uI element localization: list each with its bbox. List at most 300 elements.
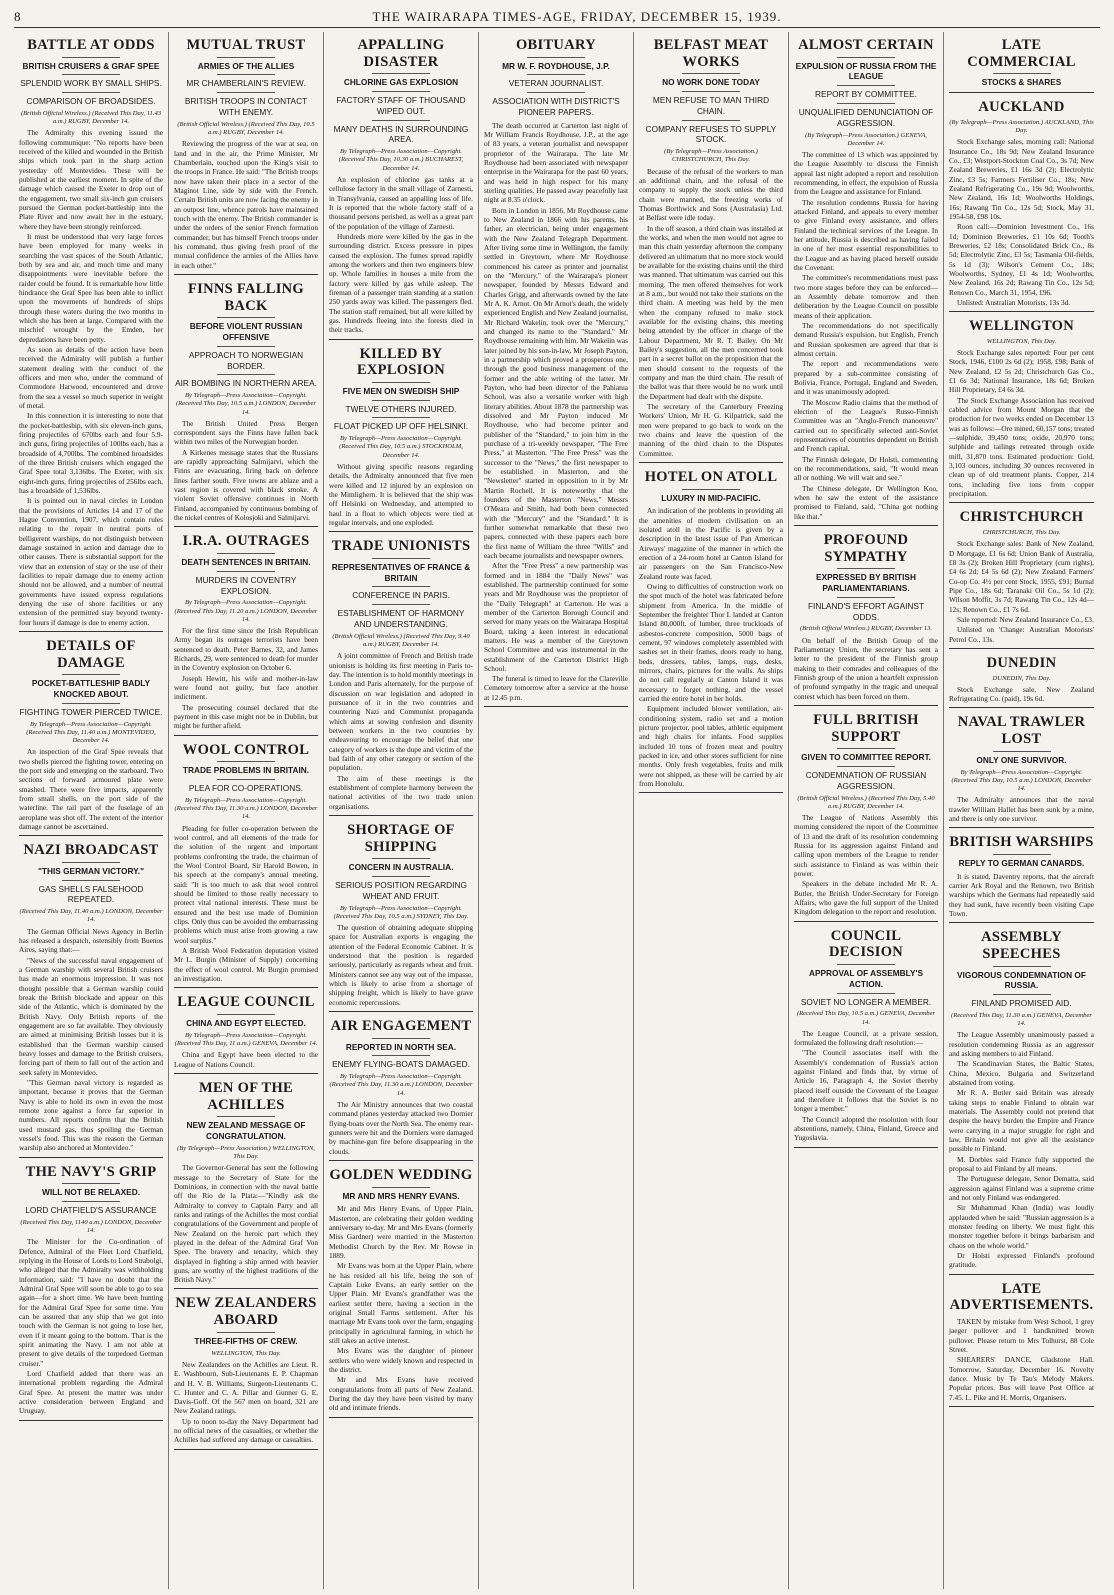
article-subheading: MURDERS IN COVENTRY EXPLOSION. [195, 574, 297, 596]
article-paragraph: M. Dorbles said France fully supported the proposal to aid Finland by all means. [949, 1154, 1094, 1174]
article-paragraph: The recommendations do not specifically demand Russia's expulsion, but English, French and Russian spokesmen are agreed that that is almost certain. [794, 320, 938, 358]
article-paragraph: The British United Press Bergen correspondent says the Finns have fallen back within two miles of the Norwegian border. [174, 418, 318, 447]
article [174, 994, 318, 1074]
article-subheading: EXPRESSED BY BRITISH PARLIAMENTARIANS. [816, 572, 916, 593]
article-paragraph: The Admiralty announces that the naval trawler William Hallet has been sunk by a mine, and there is only one survivor. [949, 795, 1094, 823]
article-paragraph: "The Council associates itself with the Assembly's condemnation of Russia's action against Finland and finds that, by virtue of Article 16, Paragraph 4, the Soviet thereby placed itself outside the Covenant of the League and therefore it follows that the Soviet is no longer a member." [794, 1048, 938, 1114]
column-1 [14, 32, 169, 1589]
article-separator [949, 922, 1094, 923]
divider [217, 74, 275, 75]
divider [993, 994, 1051, 995]
article-dateline: By Telegraph—Press Association—Copyright. (Received This Day, 11.20 a.m.) LONDON, December 14. [174, 599, 318, 623]
article-separator [949, 1406, 1094, 1407]
article-paragraph: The death occurred at Carterton last night of Mr William Francis Roydhouse, J.P., at the age of 83 years, a veteran journalist and newspaper proprietor of the Wairarapa. The late Mr Roydhouse had been associated with newspaper enterprise in the Wairarapa for the past 60 years, and was held in high respect for his many sterling qualities. He passed away peacefully last night at 8.35 o'clock. [484, 120, 628, 205]
divider [837, 766, 895, 767]
article-subheading: GAS SHELLS FALSEHOOD REPEATED. [38, 883, 144, 905]
article-paragraph: The Portuguese delegate, Senor Dematta, said aggression against Finland was a supreme crime and not only Finland was endangered. [949, 1174, 1094, 1203]
divider [372, 1055, 430, 1056]
article-paragraph: Mr R. A. Butler said Britain was already taking steps to enable Finland to obtain war materials. The Assembly could not pretend that despite the heavy burden the Empire and France were carrying in a major struggle for right and law, Britain would not give all the assistance possible to Finland. [949, 1088, 1094, 1154]
article-subheading: FINLAND PROMISED AID. [971, 998, 1072, 1009]
article-headline: DUNEDIN [986, 654, 1057, 671]
article-subheading: ARMIES OF THE ALLIES [197, 60, 295, 71]
article-subheading: UNQUALIFIED DENUNCIATION OF AGGRESSION. [798, 107, 934, 128]
article-separator [329, 1011, 473, 1012]
column-2 [169, 32, 324, 1589]
article-paragraph: The League Assembly unanimously passed a resolution condemning Russia as an aggressor and asking members to aid Finland. [949, 1030, 1094, 1059]
article-paragraph: The Air Ministry announces that two coastal command planes yesterday attacked two Dornier flying-boats over the North Sea. The enemy rear-gunners were hit and the Dorniers were damaged by machine-gun fire before disappearing in the clouds. [329, 1099, 473, 1156]
article-separator [949, 311, 1094, 312]
article-dateline: DUNEDIN, This Day. [992, 674, 1051, 682]
article-subheading: TWELVE OTHERS INJURED. [345, 403, 457, 414]
article-subheading: ESTABLISHMENT OF HARMONY AND UNDERSTANDING. [337, 608, 465, 630]
article-paragraph: Mr and Mrs Evans have received congratulations from all parts of New Zealand. During the day they have been visited by many old and intimate friends. [329, 1375, 473, 1413]
article-paragraph: The Chinese delegate, Dr Wellington Koo, when he saw the extent of the assistance promised to Finland, said, "China got nothing like that." [794, 483, 938, 521]
article-headline: I.R.A. OUTRAGES [182, 533, 310, 550]
article-paragraph: Roon call:—Dominion Investment Co., 16s 1d; Dominion Breweries, £1 10s 6d; Tooth's Breweries, £2 18s; Consolidated Brick Co., 8s 5d; Electrolytic Zinc, £3 5s; Tasmania Oil-fields, 5s 1d (3); Wilson's Cement Co., 18s; Woolworths, Sydney, £1 4s 1d; Woolworths, New Zealand, 16s 2d; Rawang Tin Co., 12s 5d; Renown Co., March 31, 1954, £96. [949, 222, 1094, 297]
article-dateline: (By Telegraph—Press Association.) AUCKLAND, This Day. [949, 118, 1094, 135]
article-subheading: SPLENDID WORK BY SMALL SHIPS. [20, 78, 162, 89]
divider [217, 761, 275, 762]
article-subheading: MR W. F. ROYDHOUSE, J.P. [502, 60, 610, 71]
divider [682, 489, 740, 490]
article-separator [19, 631, 163, 632]
article-subheading: AIR BOMBING IN NORTHERN AREA. [175, 378, 317, 389]
article-headline: ALMOST CERTAIN [798, 37, 934, 53]
article-paragraph: Equipment included blower ventilation, air-conditioning system, radio set and a motion picture projector, pool tables, athletic equipment and high chairs for infants. Food supplies included 10 tons of frozen meat and poultry packed in ice, and other stores sufficient for nine months. Only fresh vegetables, fruits and milk were not shipped, as these will be carried by air from Honolulu. [639, 704, 783, 788]
article-headline: SHORTAGE OF SHIPPING [347, 821, 455, 855]
article-dateline: (By Telegraph—Press Association.) CHRISTCHURCH, This Day. [664, 148, 758, 164]
article-headline: DETAILS OF DAMAGE [46, 637, 136, 671]
article-subheading: SERIOUS POSITION REGARDING WHEAT AND FRUIT. [335, 879, 467, 901]
article-paragraph: Sir Muhammad Khan (India) was loudly applauded when he said: "Russian aggression is a monster feeding on liberty. We must fight this monster together before it brings barbarism and chaos on the whole world." [949, 1203, 1094, 1250]
article [639, 469, 783, 793]
article-paragraph: An explosion of chlorine gas tanks at a cellulose factory in the small village of Zarnesti, in Transylvania, caused an appalling loss of life. It is reported that the whole factory staff of a thousand persons perished, as well as a great part of the population of the village of Zarnesti. [329, 174, 473, 231]
article [329, 1167, 473, 1418]
divider [217, 571, 275, 572]
article [19, 37, 163, 632]
divider [993, 751, 1051, 752]
article-subheading: COMPANY REFUSES TO SUPPLY STOCK. [645, 123, 777, 145]
divider [837, 103, 895, 104]
article-subheading: STOCKS & SHARES [981, 77, 1062, 88]
article-subheading: CONFERENCE IN PARIS. [352, 590, 450, 601]
article-paragraph: The resolution condemns Russia for having attacked Finland, and appeals to every member to give Finland every assistance, and offers Finland the technical services of the League. In her attitude, Russia is described as having failed in one of her most essential responsibilities to the League and as having placed herself outside the Covenant. [794, 197, 938, 272]
article-paragraph: It is pointed out in naval circles in London that the provisions of Articles 14 and 17 of the Hague Convention, 1907, which contain rules relating to the repair in neutral ports of belligerent warships, do not distinguish between damage sustained in action and damage due to other causes. There is substantial support for the view that an extension of stay or the use of their facilities to repair damage due to enemy action should not be allowed, and a number of neutral governments have issued express regulations denying the use of shore facilities or any extension of the permitted stay beyond twenty-four hours if damage is due to enemy action. [19, 496, 163, 627]
article-dateline: WELLINGTON, This Day. [986, 337, 1057, 345]
article-separator [949, 648, 1094, 649]
article-separator [174, 1449, 318, 1450]
article-paragraph: Stock Exchange sales: Bank of New Zealand, D Mortgage, £1 6s 6d; Union Bank of Australia, £8 3s (2); Broken Hill Proprietary (cum rights), £4 6s 2d; £4 5s 6d (2); New Zealand Farmers' Co-op Co. 4½ per cent Stock, 1955, £91; Burnal Pipe Co., 18s 6d; Taranaki Oil Co., 5s 1d (2); Wilson Moffit, 3s 7d; Rawang Tin Co., 12s 4d—12s; Renown Co., £1 7s 6d. [949, 539, 1094, 614]
article-separator [484, 706, 628, 707]
article-headline: FULL BRITISH SUPPORT [813, 711, 919, 745]
article [949, 99, 1094, 312]
article-separator [794, 921, 938, 922]
article-paragraph: Pleading for fuller co-operation between the wool control, and all elements of the trade for the solution of the urgent and important problems confronting the trade, the chairman of the Wool Control Board, Sir Harold Bowen, in his speech at the company's annual meeting, said: "It is too much to ask that wool control should be limited to those really necessary to protect vital national interests. These must be ensured and the best use made of Dominion clips. Only thus can be avoided the embarrassing problems which must arise from growing a raw wool surplus." [174, 823, 318, 945]
article-subheading: CONDEMNATION OF RUSSIAN AGGRESSION. [805, 769, 927, 791]
article-paragraph: Lord Chatfield added that there was an international problem regarding the Admiral Graf Spee. At present the matter was under active consideration between England and Uruguay. [19, 1368, 163, 1416]
article-subheading: ASSOCIATION WITH DISTRICT'S PIONEER PAPERS. [492, 96, 620, 118]
article-paragraph: The Council adopted the resolution with four abstentions, namely, China, Finland, Greece and Yugoslavia. [794, 1114, 938, 1143]
article-paragraph: Stock Exchange sale, New Zealand Refrigerating Co. (paid), 19s 6d. [949, 684, 1094, 704]
article-headline: BELFAST MEAT WORKS [653, 37, 769, 70]
article-paragraph: TAKEN by mistake from West School, 1 grey jaeger pullover and 1 handknitted brown pullover. Please return to Mrs Tolhurst, 88 Cole Street. [949, 1317, 1094, 1354]
article-headline: WOOL CONTROL [182, 741, 310, 758]
article-subheading: "THIS GERMAN VICTORY." [37, 865, 145, 876]
article-subheading: BEFORE VIOLENT RUSSIAN OFFENSIVE [189, 321, 303, 342]
article-dateline: (British Official Wireless.) (Received This Day, 5.40 a.m.) RUGBY, December 14. [797, 794, 935, 810]
article-headline: AIR ENGAGEMENT [330, 1017, 472, 1034]
article-headline: HOTEL ON ATOLL [644, 468, 778, 485]
article-subheading: POCKET-BATTLESHIP BADLY KNOCKED ABOUT. [31, 678, 151, 699]
article [949, 929, 1094, 1274]
article-paragraph: "News of the successful naval engagement of a German warship with several British cruisers has made an enormous impression. It was not thought possible that a German warship could break the British blockade and appear on this side of the Atlantic, which is dominated by the British Navy. Only British reports of the engagement are so far available. They obviously are aimed at minimising British losses but it is established that the German warship caused heavy losses and damage to the British cruisers, forcing part of them to fall out of the action and seek safety in Montevideo. [19, 955, 163, 1077]
article-subheading: FIGHTING TOWER PIERCED TWICE. [19, 706, 163, 717]
column-7 [944, 32, 1099, 1589]
article-subheading: REPRESENTATIVES OF FRANCE & BRITAIN [331, 561, 471, 583]
divider [837, 748, 895, 749]
article-paragraph: The aim of these meetings is the establishment of complete harmony between the national activities of the two trade union organisations. [329, 773, 473, 811]
article-subheading: REPLY TO GERMAN CANARDS. [958, 857, 1085, 868]
article-separator [329, 1160, 473, 1161]
article-subheading: NO WORK DONE TODAY [662, 77, 760, 88]
article-separator [174, 735, 318, 736]
article-paragraph: The funeral is timed to leave for the Clareville Cemetery tomorrow after a service at the house at 12.45 p.m. [484, 674, 628, 702]
article-paragraph: The German Official News Agency in Berlin has released a despatch, ostensibly from Buenos Aires, saying that:— [19, 926, 163, 955]
article-dateline: (Received This Day, 1140 a.m.) LONDON, December 14. [20, 1218, 162, 1235]
article [949, 834, 1094, 923]
article-subheading: BRITISH TROOPS IN CONTACT WITH ENEMY. [184, 96, 308, 118]
article-subheading: EXPULSION OF RUSSIA FROM THE LEAGUE [795, 60, 937, 82]
divider [837, 993, 895, 994]
article-paragraph: The question of obtaining adequate shipping space for Australian exports is engaging the attention of the Federal Economic Cabinet. It is understood that the position is regarded seriously, particularly as regards wheat and fruit. Ministers cannot see any way out of the impasse, which is likely to arise from a shortage of shipping freight, which is likely to have grave economic repercussions. [329, 923, 473, 1007]
article-paragraph: As soon as details of the action have been received the Admiralty will publish a further statement dealing with the conduct of the officers and men who, under the command of Commodore Harwood, encountered and drove from the sea a vessel so much superior in weight of metal. [19, 345, 163, 410]
article-paragraph: After the "Free Press" a new partnership was formed and in 1884 the "Daily News" was established. The partnership continued for some years and Mr Roydhouse was the proprietor of the "Daily Telegraph" at Carterton. He was a member of the Carterton Borough Council and served for many years on the Wairarapa Hospital Board, taking a keen interest in educational matters. He was a member of the Greytown School Committee and was instrumental in the establishment of the Carterton District High School. [484, 561, 628, 673]
article-dateline: By Telegraph—Press Association—Copyright. (Received This Day, 10.5 a.m.) LONDON, December 14. [951, 768, 1092, 792]
article-subheading: ENEMY FLYING-BOATS DAMAGED. [332, 1059, 470, 1070]
article-separator [329, 1417, 473, 1418]
divider [62, 674, 120, 675]
article-subheading: MR CHAMBERLAIN'S REVIEW. [186, 78, 306, 89]
divider [217, 1332, 275, 1333]
article-paragraph: It must be understood that very large forces have been employed for many weeks in searching the vast spaces of the South Atlantic, both by sea and air, and much time and many disappointments were inevitable before the raider could be found. It is remarkable how little hindrance the Graf Spee has been able to inflict upon the movements of hundreds of ships through these waters during the two months in which she has been at large. Compared with the mischief wrought by the Emden, her depredations have been petty. [19, 232, 163, 344]
article-paragraph: Stock Exchange sales reported: Four per cent Stock, 1946, £100 2s 6d (2); 1958, £98; Bank of New Zealand, £2 5s 2d; Christchurch Gas Co., £1 6s 3d; National Insurance, 18s 6d; Broken Hill Proprietary, £4 6s 3d. [949, 348, 1094, 395]
article-subheading: SOVIET NO LONGER A MEMBER. [800, 996, 932, 1007]
article-paragraph: SHEARERS' DANCE, Gladstone Hall. Tomorrow, Saturday, December 16. Novelty dance. Music by Te Tau's Melody Makers. Popular prices. Bus will leave Post Office at 7.45. L. Pike and H. Morris, Organisers. [949, 1355, 1094, 1402]
article-paragraph: Speakers in the debate included Mr R. A. Butler, the British Under-Secretary for Foreign Affairs, who gave the full support of the United Kingdom delegation to the report and resolution. [794, 879, 938, 917]
article-paragraph: The report and recommendations were prepared by a sub-committee consisting of Bolivia, France, Portugal, England and Sweden, and it was unanimously adopted. [794, 359, 938, 397]
article-dateline: By Telegraph—Press Association—Copyright. (Received This Day, 10.5 a.m.) STOCKHOLM, December 14. [339, 435, 463, 459]
article-headline: LATE COMMERCIAL [967, 37, 1076, 70]
divider [682, 120, 740, 121]
article-subheading: CONCERN IN AUSTRALIA. [348, 862, 454, 873]
article-subheading: FACTORY STAFF OF THOUSAND WIPED OUT. [336, 95, 466, 116]
article-dateline: CHRISTCHURCH, This Day. [982, 529, 1061, 536]
divider [62, 74, 120, 75]
article [174, 533, 318, 735]
article [949, 1281, 1094, 1407]
article-paragraph: The Moscow Radio claims that the method of election of the League's Russo-Finnish Committee was an "Anglo-French manoeuvre" carried out to specifically selected anti-Soviet representatives of countries dependent on British and French capital. [794, 397, 938, 454]
article-subheading: ONLY ONE SURVIVOR. [976, 754, 1067, 765]
article-headline: LATE ADVERTISEMENTS. [949, 1280, 1094, 1314]
article-paragraph: An indication of the problems in providing all the amenities of modern civilisation on an isolated atoll in the Pacific is given by a description in the latest issue of Pan American Airways' magazine of the manner in which the erection of a 24-room hotel at Canton Island for air passengers on the San Francisco-New Zealand route was faced. [639, 506, 783, 581]
article-separator [794, 705, 938, 706]
article-paragraph: Mr Evans was born at the Upper Plain, where he has resided all his life, being the son of Captain Luke Evans, an early settler on the Upper Plain. Mr Evans's grandfather was the earliest settler there, having a section in the original Small Farms settlement. After his marriage Mr Evans took over the farm, engaging principally in agricultural farming, in which he still takes an active interest. [329, 1261, 473, 1345]
article-paragraph: Sale reported: New Zealand Insurance Co., £3. [957, 614, 1094, 624]
article-headline: FINNS FALLING BACK [187, 280, 305, 314]
divider [837, 568, 895, 569]
article-paragraph: Mrs Evans was the daughter of pioneer settlers who were widely known and respected in the district. [329, 1346, 473, 1374]
article-subheading: VIGOROUS CONDEMNATION OF RUSSIA. [957, 969, 1086, 991]
article-separator [794, 1147, 938, 1148]
article-dateline: (By Telegraph—Press Association.) WELLINGTON, This Day. [177, 1144, 315, 1160]
article-dateline: (British Official Wireless.) RUGBY, December 13. [799, 625, 933, 633]
article-separator [174, 1073, 318, 1074]
article [484, 37, 628, 707]
article [329, 37, 473, 340]
divider [217, 57, 275, 58]
article-dateline: By Telegraph—Press Association—Copyright. (Received This Day, 10.5 a.m.) SYDNEY, This Day. [333, 904, 469, 920]
article [19, 842, 163, 1157]
article-paragraph: On behalf of the British Group of the Parliamentary Union, the secretary has sent a letter to the president of the Finnish group making to their comrades and colleagues of the Finnish group of the union a heartfelt expression of profound sympathy in the tragic and unequal contest which has been forced on them. [794, 635, 938, 701]
article-dateline: By Telegraph—Press Association—Copyright. (Received This Day, 11.40 a.m.) MONTEVIDEO, December 14. [26, 720, 156, 745]
article-separator [949, 1274, 1094, 1275]
divider [217, 374, 275, 375]
divider [372, 604, 430, 605]
article-subheading: BRITISH CRUISERS & GRAF SPEE [22, 60, 160, 71]
article-separator [639, 792, 783, 793]
article-subheading: APPROACH TO NORWEGIAN BORDER. [188, 349, 304, 371]
article-paragraph: Unlisted on 'Change: Australian Motorists' Petrol Co., 13s. [949, 625, 1094, 644]
article-separator [174, 274, 318, 275]
article-separator [949, 827, 1094, 828]
article-headline: MUTUAL TRUST [186, 37, 306, 53]
divider [837, 964, 895, 965]
masthead [14, 6, 1100, 28]
divider [372, 1038, 430, 1039]
article-dateline: By Telegraph—Press Association—Copyright. (Received This Day, 11.30 a.m.) LONDON, December 14. [329, 1073, 473, 1097]
divider [62, 862, 120, 863]
article-dateline: (British Official Wireless.) (Received This Day, 11.43 a.m.) RUGBY, December 14. [20, 110, 162, 126]
divider [837, 597, 895, 598]
article-subheading: FLOAT PICKED UP OFF HELSINKI. [333, 421, 469, 432]
article-headline: NAZI BROADCAST [23, 842, 159, 859]
article [174, 1295, 318, 1449]
article [949, 318, 1094, 503]
article-paragraph: In the off season, a third chain was installed at the works, and when the men would not agree to man this chain yesterday afternoon the company delivered an ultimatum that no more stock would be available for the existing chains until the third was manned. That ultimatum was carried out this morning. The men offered themselves for work at 8 a.m., but would not take their stations on the third chain. A meeting was held by the men when the company refused to make stock available for the existing chains, this meeting being attended by the officer in charge of the Labour Department, Mr R. T. Bailey. On Mr Bailey's suggestion, all the men concerned took part in a secret ballot on the proposition that the men should consent to the requests of the company and man the third chain. The result of the ballot was that there would be no work until the Department had dealt with the dispute. [639, 223, 783, 401]
article-separator [949, 502, 1094, 503]
article-subheading: APPROVAL OF ASSEMBLY'S ACTION. [808, 967, 923, 989]
article [794, 37, 938, 526]
article-headline: NEW ZEALANDERS ABOARD [175, 1295, 317, 1329]
divider [372, 120, 430, 121]
article [949, 655, 1094, 709]
article-subheading: MR AND MRS HENRY EVANS. [342, 1190, 460, 1201]
article-paragraph: Born in London in 1856, Mr Roydhouse came to New Zealand in 1866 with his parents, his father, an electrician, being under engagement with the New Zealand Telegraph Department. After living some time in Wellington, the family settled in Greytown, where Mr Roydhouse commenced his career as printer and journalist on the "Mercury," of the Wairarapa's pioneer newspaper, founded by Messrs Edward and Charles Grigg, and afterwards owned by the late Mr A. K. Arnot. On Mr Arnot's death, the widely experienced English and New Zealand journalist, Mr Richard Wakelin, took over the "Mercury," and changed its name to the "Standard." Mr Roydhouse remaining with him. Mr Wakelin was later joined by his son-in-law, Mr Joseph Payton, in a partnership which proved a prosperous one, through the good business management of the former and the able writing of the latter. Mr Payton, who had been director of the Pahiatua School, was also a versatile worker with high literary abilities. About 1878 the partnership was dissolved and Mr Payton induced Mr Roydhouse, who had become printer and publisher of the "Standard," to join him in the purchase of a tri-weekly newspaper, "The Free Press," at Masterton. "The Free Press" was the successor to the "News," the first newspaper to be established in Masterton, and the "Newsletter" started in opposition to it by Mr Martin Rochell. It is noteworthy that the founders of the Masterton "News," Messrs O'Meara and Smith, had both been connected with the "Mercury" and the "Standard." It is further somewhat remarkable that these two papers, connected with these papers each bore the first name of William the three "Wills" and each became journalists and newspaper owners. [484, 205, 628, 560]
article-dateline: (Received This Day, 10.5 a.m.) GENEVA, December 14. [796, 1010, 936, 1026]
article [329, 822, 473, 1012]
article-subheading: DEATH SENTENCES IN BRITAIN. [181, 557, 311, 568]
article-dateline: (British Official Wireless.) (Received This Day, 9.40 a.m.) RUGBY, December 14. [332, 632, 470, 649]
divider [527, 92, 585, 93]
article-headline: BATTLE AT ODDS [27, 37, 155, 53]
article-paragraph: The committee's recommendations must pass two more stages before they can be enforced—an Assembly debate tomorrow and then deliberation by the League Council on possible means of their application. [794, 273, 938, 320]
divider [993, 966, 1051, 967]
divider [372, 876, 430, 877]
article [19, 1164, 163, 1421]
article-paragraph: Unlisted: Australian Motorists, 13s 3d. [957, 297, 1071, 307]
divider [62, 57, 120, 58]
article-subheading: THREE-FIFTHS OF CREW. [194, 1335, 298, 1346]
article-headline: NAVAL TRAWLER LOST [957, 714, 1086, 748]
article-paragraph: The committee of 13 which was appointed by the League Assembly to discuss the Finnish appeal last night adopted a report and resolution recommending, in effect, the expulsion of Russia from the League and assistance for Finland. [794, 150, 938, 197]
article [174, 1080, 318, 1290]
article-subheading: LORD CHATFIELD'S ASSURANCE [25, 1205, 157, 1216]
article [639, 37, 783, 463]
article-paragraph: Without giving specific reasons regarding details, the Admiralty announced that five men were killed and 12 injured by an explosion on the Mimlighern. It is believed that the ship was off Helsinki on Wednesday, and attempted to haul in a float to which objects were tied at regular intervals, and one exploded. [329, 461, 473, 527]
article-subheading: CHLORINE GAS EXPLOSION [343, 77, 459, 88]
article-dateline: (By Telegraph—Press Association.) GENEVA, December 14. [805, 131, 927, 147]
article-paragraph: The Stock Exchange Association has received cabled advice from Mount Morgan that the production for two weeks ended on December 13 was as follows:—Ore mined, 60,157 tons; treated—sulphide, 39,450 tons; oxide, 20,970 tons; sulphide and tailings retreated through oxide mill, 31,870 tons. Estimated production: Gold, 3,103 ounces, including 30 ounces recovered in clean up of old treatment plants. Copper, 214 tons, including five tons from copper precipitation. [949, 395, 1094, 498]
article-paragraph: Stock Exchange sales, morning call: National Insurance Co., 18s 9d; New Zealand Insurance Co., £3; Westport-Stockton Coal Co., 3s 7d; New Zealand Breweries, £1 16s 3d (2); Electrolytic Zinc, £3 5s; Farmers Fertiliser Co., 18s; New Zealand Refrigerating Co., 19s 9d; Woolworths, New Zealand, 16s 1d; Woolworths Holdings, 16s; Rawang Tin Co., 12s 5d; Stock, May 31, 1954-58, £98 10s. [949, 137, 1094, 221]
article-subheading: TRADE PROBLEMS IN BRITAIN. [182, 765, 310, 776]
article-headline: MEN OF THE ACHILLES [198, 1079, 294, 1113]
column-4 [479, 32, 634, 1589]
article-separator [174, 987, 318, 988]
article-paragraph: The League Council, at a private session, formulated the following draft resolution:— [794, 1028, 938, 1048]
divider [372, 1187, 430, 1188]
article [329, 346, 473, 533]
divider [993, 854, 1051, 855]
article-paragraph: Reviewing the progress of the war at sea, on land and in the air, the Prime Minister, Mr Chamberlain, touched upon the King's visit to the troops in France. He said: "The British troops now have taken their place in a sector of the Maginot Line, side by side with the French. Certain British units are now facing the enemy in an outpost line, whence patrols have maintained touch with the enemy. The British commander is under the orders of the senior French formation commander, but has himself French troops under his command, thus giving fresh proof of the mutual confidence the armies of the Allies have in each other." [174, 139, 318, 270]
column-5 [634, 32, 789, 1589]
article-paragraph: A British Wool Federation deputation visited Mr L. Burgin (Minister of Supply) concerning the effect of wool control. Mr Burgin promised an investigation. [174, 945, 318, 983]
article [19, 638, 163, 836]
article [329, 538, 473, 816]
article-paragraph: The Governor-General has sent the following message to the Secretary of State for the Dominions, in connection with the naval battle off the Rio de la Plata:—"Kindly ask the Admiralty to convey to Captain Parry and all ranks and ratings of the Achilles the most cordial congratulations of the Government and people of New Zealand on the heroic part which they played in the defeat of the Admiral Graf Von Spee. The bravery and tenacity, which they displayed in fighting a ship armed with heavier guns, are worthy of the highest traditions of the British Navy." [174, 1163, 318, 1285]
article-subheading: MANY DEATHS IN SURROUNDING AREA. [333, 123, 469, 145]
article-subheading: PLEA FOR CO-OPERATIONS. [188, 783, 304, 794]
divider [217, 346, 275, 347]
divider [62, 1183, 120, 1184]
article-headline: CHRISTCHURCH [959, 509, 1084, 526]
column-3 [324, 32, 479, 1589]
article-headline: KILLED BY EXPLOSION [356, 345, 446, 379]
article-separator [19, 1157, 163, 1158]
article-headline: PROFOUND SYMPATHY [823, 531, 909, 565]
article-paragraph: In this connection it is interesting to note that the pocket-battleship, with six eleven-inch guns, firing projectiles of 670lbs each and four 5.9-inch guns, firing projectiles of 100lbs each, has a broadside of 4,700lbs. The combined broadsides of the three British cruisers which engaged the Graf Spee total 3,136lbs. The Exeter, with six eight-inch guns, firing projectiles of 256lbs each, has a broadside of 1,536lbs. [19, 411, 163, 495]
divider [217, 92, 275, 93]
article-headline: BRITISH WARSHIPS [949, 834, 1094, 851]
article-paragraph: New Zealanders on the Achilles are Lieut. R. E. Washbourn, Sub-Lieutenants E. P. Chapman and H. V. B. Williams, Surgeon-Lieutenants C. C. Hunter and C. A. Pillar and Gunner G. E. Davis-Goff. Of the 567 men on board, 321 are New Zealand ratings. [174, 1359, 318, 1416]
page-number: 8 [14, 9, 22, 24]
columns-container [14, 32, 1100, 1589]
article-separator [329, 531, 473, 532]
article-dateline: WELLINGTON, This Day. [211, 1349, 281, 1357]
article-headline: THE NAVY'S GRIP [25, 1163, 157, 1180]
article-headline: ASSEMBLY SPEECHES [981, 929, 1062, 962]
divider [217, 1116, 275, 1117]
divider [372, 558, 430, 559]
article-paragraph: Hundreds more were killed by the gas in the surrounding district. Excess pressure in pipes caused the explosion. The fumes spread rapidly among the workers and then two engineers blew up. Whole families in houses a mile from the factory were killed by gas while asleep. The fireman of a passenger train standing at a station 250 yards away was killed. The passengers fled. The station staff remained, but all were killed by gas. Hundreds fleeing into the forests died in their tracks. [329, 231, 473, 335]
article [329, 1018, 473, 1161]
article-paragraph: Dr Holsti expressed Finland's profound gratitude. [949, 1251, 1094, 1270]
divider [527, 74, 585, 75]
article-separator [174, 526, 318, 527]
article-paragraph: The secretary of the Canterbury Freezing Workers' Union, Mr H. G. Kilpatrick, said the men were prepared to go back to work on the two chains and leave the question of the manning of the third chain to the Disputes Committee. [639, 401, 783, 458]
article-subheading: CHINA AND EGYPT ELECTED. [186, 1017, 306, 1028]
article-subheading: VETERAN JOURNALIST. [508, 78, 604, 89]
article [949, 509, 1094, 649]
divider [217, 317, 275, 318]
article-paragraph: The Scandinavian States, the Baltic States, China, Mexico, Bulgaria and Switzerland abstained from voting. [949, 1059, 1094, 1088]
article-paragraph: The Finnish delegate, Dr Holsti, commenting on the recommendations, said, "It would mean all or nothing. We will wait and see." [794, 454, 938, 483]
article-paragraph: A Kirkenes message states that the Russians are rapidly approaching Salmijarvi, which the Finns are evacuating, firing back on defence lines farther south. Five towns are ablaze and a vast region is covered with black smoke. A violent Soviet offensive continues in North Finland, accompanied by continuous bombing of the nickel centres of Kolosjoki and Salmijarvi. [174, 447, 318, 523]
article-separator [174, 1288, 318, 1289]
article-dateline: By Telegraph—Press Association—Copyright. (Received This Day, 10.5 a.m.) LONDON, December 14. [175, 392, 317, 416]
article-subheading: GIVEN TO COMMITTEE REPORT. [801, 752, 931, 763]
article-paragraph: Owing to difficulties of construction work on the spot much of the hotel was fabricated before shipment from America. In the middle of September the freighter Thor I. landed at Canton Island 80,000ft. of lumber, three truckloads of asbestos-concrete composition, 5000 bags of cement, 97 windows completely assembled with sashes set in their frames, doors ready to hang, beds, dressers, tables, lamps, rugs, desks, mirrors, chairs, pictures for the walls. As ships do not call regularly at Canton Island it was necessary to forget nothing, and the vessel carried the entire hotel in her holds. [639, 581, 783, 703]
divider [837, 85, 895, 86]
article-paragraph: The Admiralty this evening issued the following communique: "No reports have been received of the killed and wounded in the British ships which took part in the sharp action yesterday off Montevideo. These will be published at the earliest moment. In spite of the damage which caused the Exeter to drop out of the engagement, two small six-inch gun cruisers pursued the German pocket-battleship into the Plate River and now await her in the estuary, where they have been strongly reinforced. [19, 128, 163, 231]
article-separator [794, 525, 938, 526]
article-separator [639, 462, 783, 463]
article-dateline: (Received This Day, 11.40 a.m.) LONDON, December 14. [19, 908, 163, 924]
article-subheading: FIVE MEN ON SWEDISH SHIP [342, 385, 460, 396]
article-paragraph: An inspection of the Graf Spee reveals that two shells pierced the fighting tower, entering on the port side and emerging on the starboard. Two sections of forward armoured plate were smashed. There were five impacts, apparently from small shells, on the port side of the waterline. The tail part of the fuselage of an aeroplane was shot off. The extent of the interior damage cannot be ascertained. [19, 747, 163, 831]
newspaper-title: THE WAIRARAPA TIMES-AGE, FRIDAY, DECEMBER 15, 1939. [372, 9, 782, 24]
column-6 [789, 32, 944, 1589]
article-paragraph: A joint committee of French and British trade unionists is holding its first meeting in Paris to-day. The intention is to hold monthly meetings in London and Paris alternately, for the purpose of discussion on war legislation and adopted in pursuance of it in the two countries and countering Nazi and Communist propaganda which aims at sowing confusion and disunity between workers in the two countries by endeavouring to encourage the belief that one category of workers is the dupe and victim of the bad faith of any other category or section of the population. [329, 651, 473, 773]
article-paragraph: Joseph Hewitt, his wife and mother-in-law were found not guilty, but face another indictment. [174, 673, 318, 702]
article-headline: AUCKLAND [978, 99, 1065, 116]
article-headline: APPALLING DISASTER [357, 37, 445, 70]
article-subheading: NEW ZEALAND MESSAGE OF CONGRATULATION. [186, 1120, 306, 1141]
article-paragraph: The Minister for the Co-ordination of Defence, Admiral of the Fleet Lord Chatfield, replying in the House of Lords to Lord Strabolgi, who alleged that the Admiralty was withholding information, said: "I have no doubt that the Admiral Graf Spee will soon be able to go to sea again—for a short time. We have been hunting for the Admiral Graf Spee for some time. You can be assured that any ship that we got into touch with the German is not going to lose her, even if it meant going to the bottom. That is the spirit animating the Navy. I am not able at present to give details of the torpedoed German cruiser." [19, 1237, 163, 1368]
article-subheading: REPORT BY COMMITTEE. [815, 89, 917, 100]
article-headline: OBITUARY [515, 37, 597, 53]
article-subheading: MEN REFUSE TO MAN THIRD CHAIN. [652, 95, 770, 116]
article-separator [949, 92, 1094, 93]
divider [217, 1014, 275, 1015]
divider [682, 73, 740, 74]
article-subheading: COMPARISON OF BROADSIDES. [26, 96, 156, 107]
article-subheading: WILL NOT BE RELAXED. [41, 1187, 141, 1198]
article-separator [19, 1420, 163, 1421]
divider [993, 73, 1051, 74]
article [174, 742, 318, 989]
article-paragraph: The prosecuting counsel declared that the payment in this case might not be in Dublin, but might be further afield. [174, 702, 318, 731]
article [949, 714, 1094, 828]
divider [62, 1201, 120, 1202]
article-dateline: (Received This Day, 11.30 a.m.) GENEVA, December 14. [951, 1012, 1092, 1028]
article-subheading: REPORTED IN NORTH SEA. [345, 1041, 457, 1052]
article [794, 712, 938, 922]
article-dateline: By Telegraph—Press Association—Copyright. (Received This Day, 11 a.m.) GENEVA, December 14. [174, 1031, 318, 1047]
article [794, 928, 938, 1148]
article-headline: TRADE UNIONISTS [331, 538, 471, 555]
divider [372, 586, 430, 587]
article-paragraph: Mr and Mrs Henry Evans, of Upper Plain, Masterton, are celebrating their golden wedding anniversary to-day. Mr and Mrs Evans (formerly Miss Gardner) were married in the Masterton Methodist Church by the Rev. Mr Rowse in 1889. [329, 1204, 473, 1260]
divider [372, 382, 430, 383]
divider [372, 73, 430, 74]
article-subheading: FINLAND'S EFFORT AGAINST ODDS. [807, 600, 925, 622]
article-paragraph: "This German naval victory is regarded as important, because it proves that the German Navy is able to hold its own in even the most remote zone against a force far superior in numbers. All reports confirm that the British used mustard gas, thus spoiling the German vessel's food. This was the reason the German warship also anchored at Montevideo." [19, 1077, 163, 1153]
article-headline: COUNCIL DECISION [828, 927, 904, 961]
article [949, 37, 1094, 93]
divider [837, 57, 895, 58]
article-headline: WELLINGTON [968, 318, 1075, 335]
divider [372, 417, 430, 418]
